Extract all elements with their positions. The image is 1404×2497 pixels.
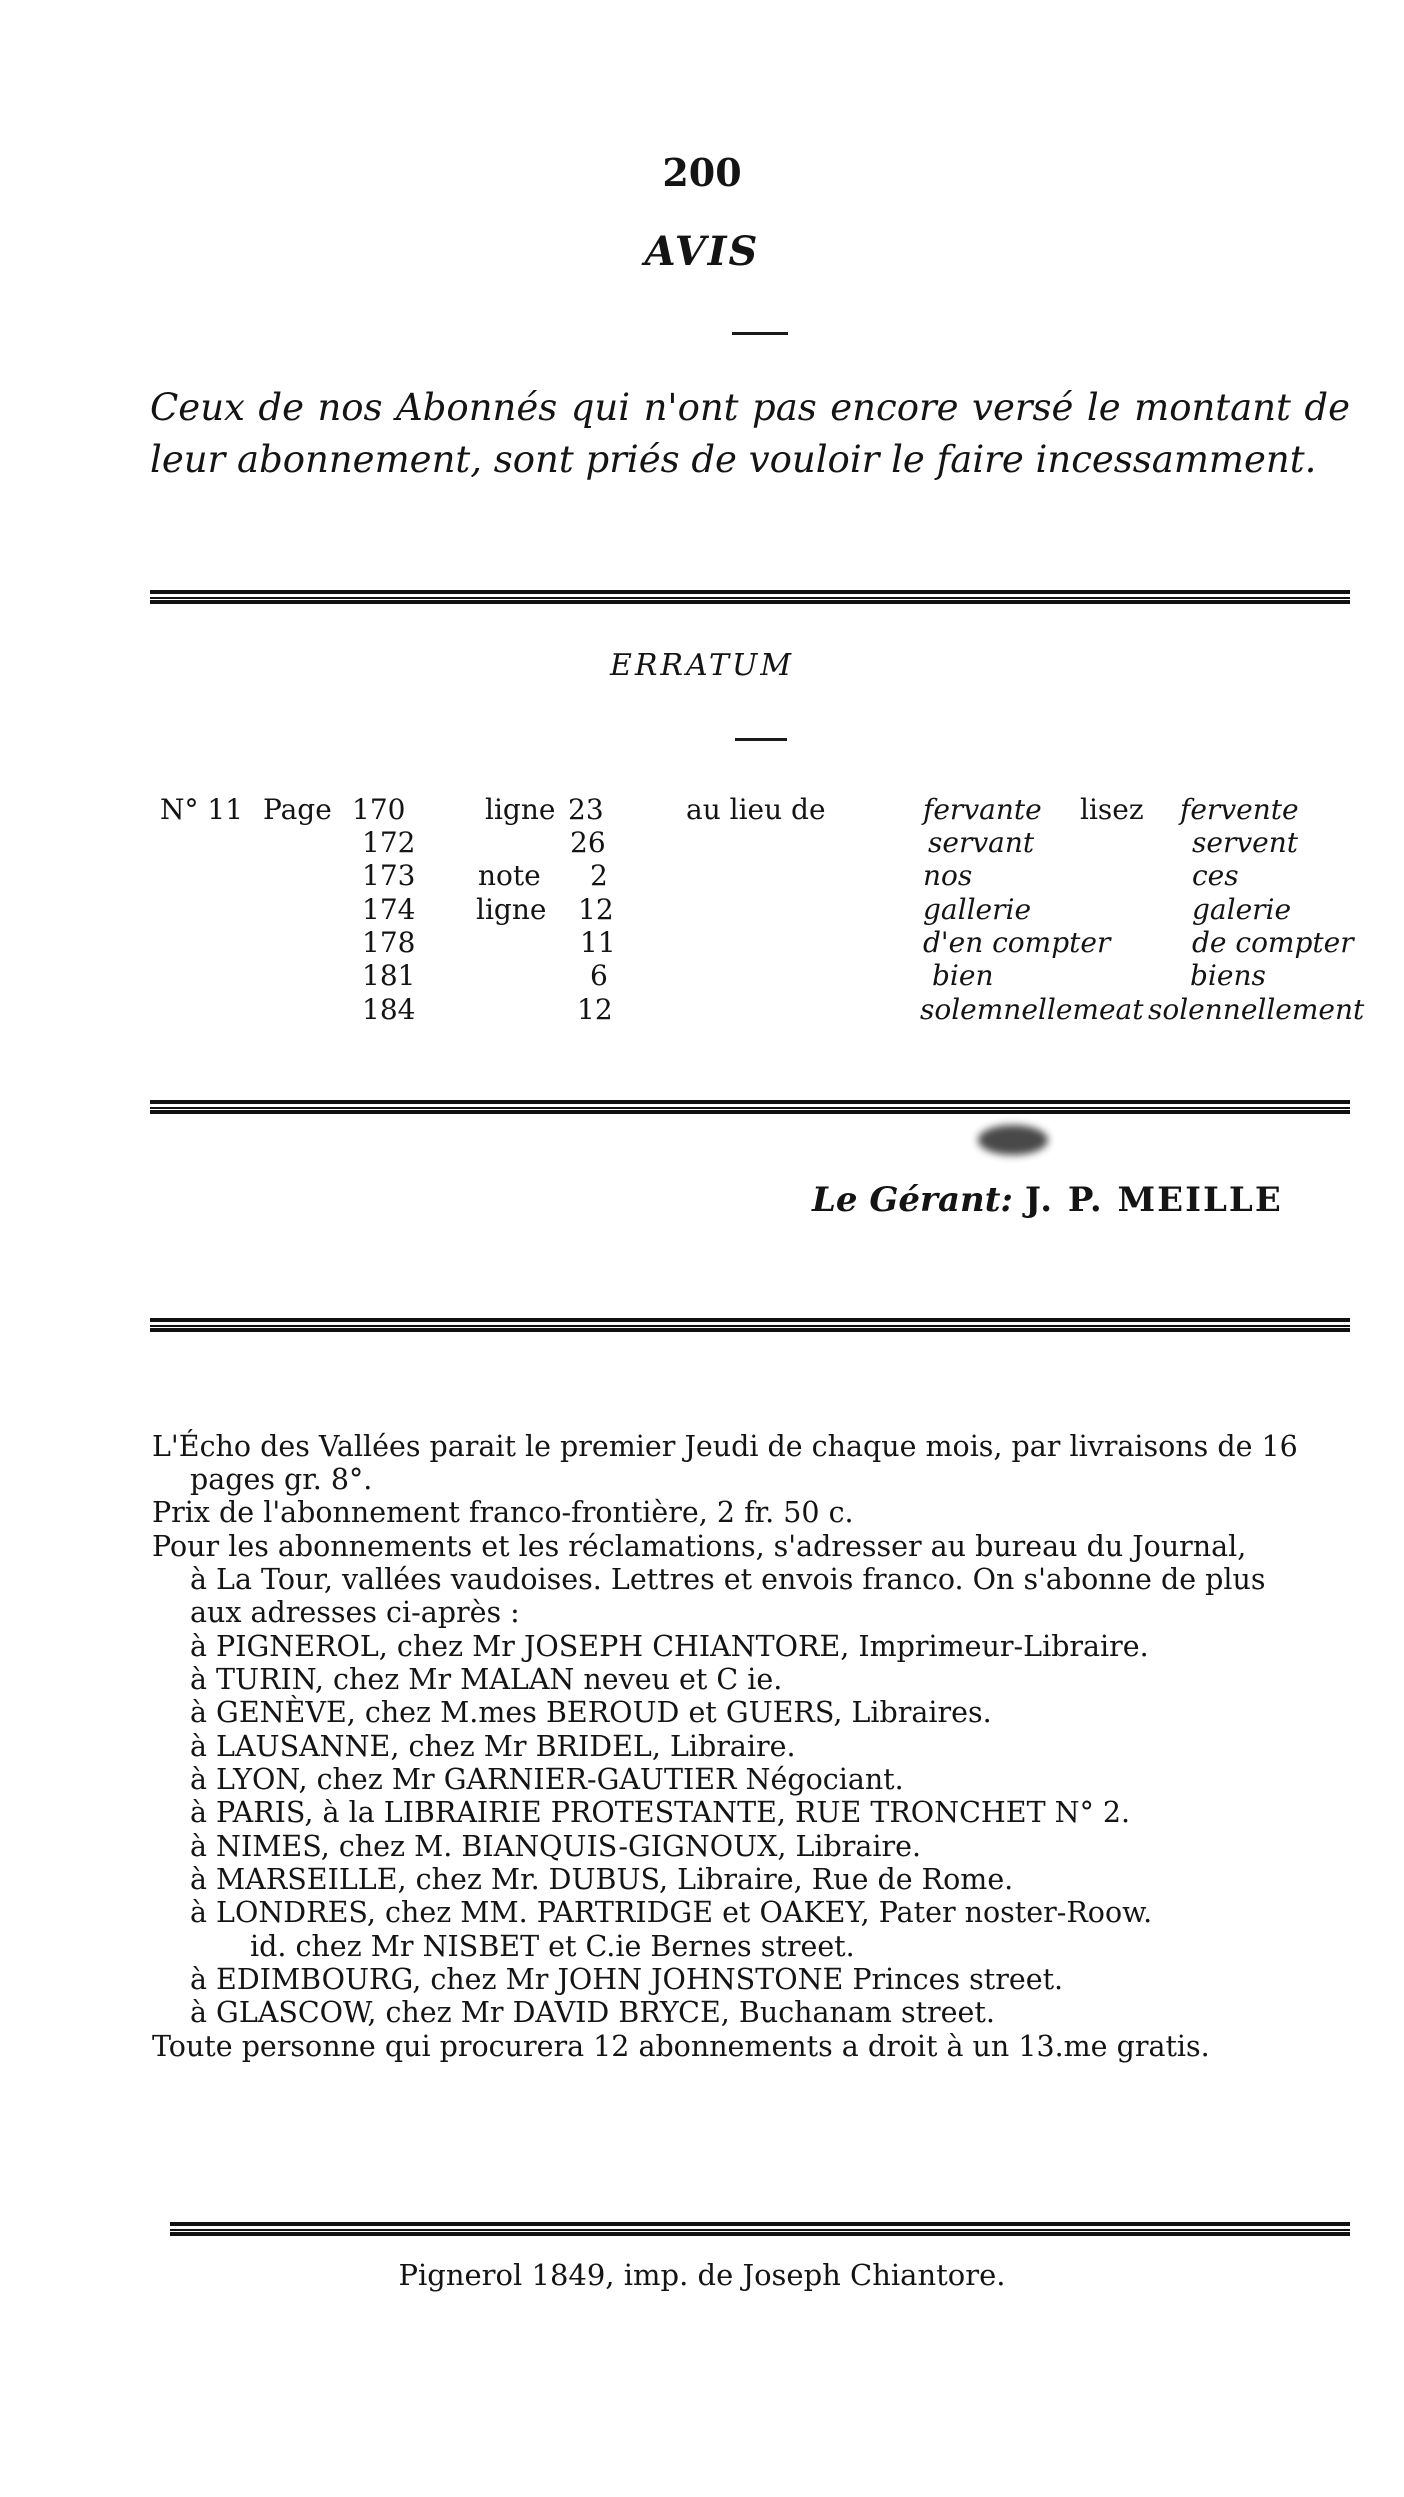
erratum-wrong: bien xyxy=(932,959,994,992)
erratum-page: 172 xyxy=(362,826,416,859)
erratum-line-number: 2 xyxy=(590,859,608,892)
erratum-line-number: 6 xyxy=(590,959,608,992)
erratum-type: ligne xyxy=(485,793,556,826)
erratum-correct: servent xyxy=(1192,826,1298,859)
info-line: id. chez Mr NISBET et C.ie Bernes street. xyxy=(250,1930,855,1963)
info-line: à LONDRES, chez MM. PARTRIDGE et OAKEY, Pater noster-Roow. xyxy=(190,1896,1153,1929)
erratum-correct: biens xyxy=(1190,959,1266,992)
erratum-divider xyxy=(735,738,787,741)
info-line: à GLASCOW, chez Mr DAVID BRYCE, Buchanam street. xyxy=(190,1996,995,2029)
erratum-wrong: fervante xyxy=(923,793,1042,826)
erratum-wrong: gallerie xyxy=(923,893,1032,926)
erratum-correct: de compter xyxy=(1192,926,1354,959)
erratum-wrong: servant xyxy=(928,826,1035,859)
erratum-correct: solennellement xyxy=(1148,993,1365,1026)
signature-label: Le Gérant: xyxy=(812,1180,1013,1220)
signature xyxy=(812,1180,1283,1220)
notice-text: Ceux de nos Abonnés qui n'ont pas encore versé le montant de leur abonnement, sont priés de vouloir le faire incessamment. xyxy=(150,386,1350,481)
double-rule-top xyxy=(150,590,1350,604)
info-line: L'Écho des Vallées parait le premier Jeudi de chaque mois, par livraisons de 16 xyxy=(152,1430,1298,1463)
erratum-page: 181 xyxy=(362,959,416,992)
double-rule-middle xyxy=(150,1100,1350,1114)
info-line: à LYON, chez Mr GARNIER-GAUTIER Négociant. xyxy=(190,1763,904,1796)
title-divider xyxy=(732,332,788,335)
colophon: Pignerol 1849, imp. de Joseph Chiantore. xyxy=(398,2258,1006,2292)
erratum-title: ERRATUM xyxy=(609,648,795,683)
info-line: pages gr. 8°. xyxy=(190,1463,373,1496)
info-line: à PARIS, à la LIBRAIRIE PROTESTANTE, RUE TRONCHET N° 2. xyxy=(190,1796,1131,1829)
info-line: Prix de l'abonnement franco-frontière, 2 fr. 50 c. xyxy=(152,1496,854,1529)
erratum-page: 174 xyxy=(362,893,416,926)
erratum-correct: galerie xyxy=(1192,893,1292,926)
page-number: 200 xyxy=(662,150,742,195)
info-line: à EDIMBOURG, chez Mr JOHN JOHNSTONE Princes street. xyxy=(190,1963,1064,1996)
erratum-type: ligne xyxy=(476,893,547,926)
erratum-line-number: 11 xyxy=(580,926,616,959)
double-rule-lower xyxy=(150,1318,1350,1332)
info-line: à NIMES, chez M. BIANQUIS-GIGNOUX, Libraire. xyxy=(190,1830,922,1863)
notice-title: AVIS xyxy=(644,228,760,275)
erratum-type: note xyxy=(478,859,541,892)
erratum-line-number: 12 xyxy=(577,993,613,1026)
erratum-line-number: 12 xyxy=(578,893,614,926)
info-line: Toute personne qui procurera 12 abonnements a droit à un 13.me gratis. xyxy=(152,2030,1210,2063)
erratum-correct: ces xyxy=(1192,859,1239,892)
double-rule-bottom xyxy=(170,2222,1350,2236)
info-line: à PIGNEROL, chez Mr JOSEPH CHIANTORE, Imprimeur-Libraire. xyxy=(190,1630,1149,1663)
info-line: à TURIN, chez Mr MALAN neveu et C ie. xyxy=(190,1663,783,1696)
erratum-line-number: 23 xyxy=(568,793,604,826)
erratum-line-number: 26 xyxy=(570,826,606,859)
erratum-page-label: Page xyxy=(263,793,332,826)
erratum-wrong: d'en compter xyxy=(923,926,1111,959)
erratum-au-lieu-de: au lieu de xyxy=(686,793,826,826)
erratum-page: 184 xyxy=(362,993,416,1026)
erratum-lisez: lisez xyxy=(1080,793,1144,826)
signature-name: J. P. MEILLE xyxy=(1024,1180,1283,1220)
erratum-page: 170 xyxy=(352,793,406,826)
info-line: à LAUSANNE, chez Mr BRIDEL, Libraire. xyxy=(190,1730,796,1763)
info-line: Pour les abonnements et les réclamations, s'adresser au bureau du Journal, xyxy=(152,1530,1247,1563)
info-line: à MARSEILLE, chez Mr. DUBUS, Libraire, Rue de Rome. xyxy=(190,1863,1014,1896)
erratum-page: 173 xyxy=(362,859,416,892)
erratum-page: 178 xyxy=(362,926,416,959)
erratum-number-label: N° 11 xyxy=(160,793,244,826)
erratum-wrong: nos xyxy=(923,859,973,892)
erratum-wrong: solemnellemeat xyxy=(920,993,1144,1026)
erratum-correct: fervente xyxy=(1180,793,1299,826)
info-line: aux adresses ci-après : xyxy=(190,1596,520,1629)
info-line: à La Tour, vallées vaudoises. Lettres et envois franco. On s'abonne de plus xyxy=(190,1563,1266,1596)
ink-smudge xyxy=(978,1125,1048,1155)
info-line: à GENÈVE, chez M.mes BEROUD et GUERS, Libraires. xyxy=(190,1696,992,1729)
